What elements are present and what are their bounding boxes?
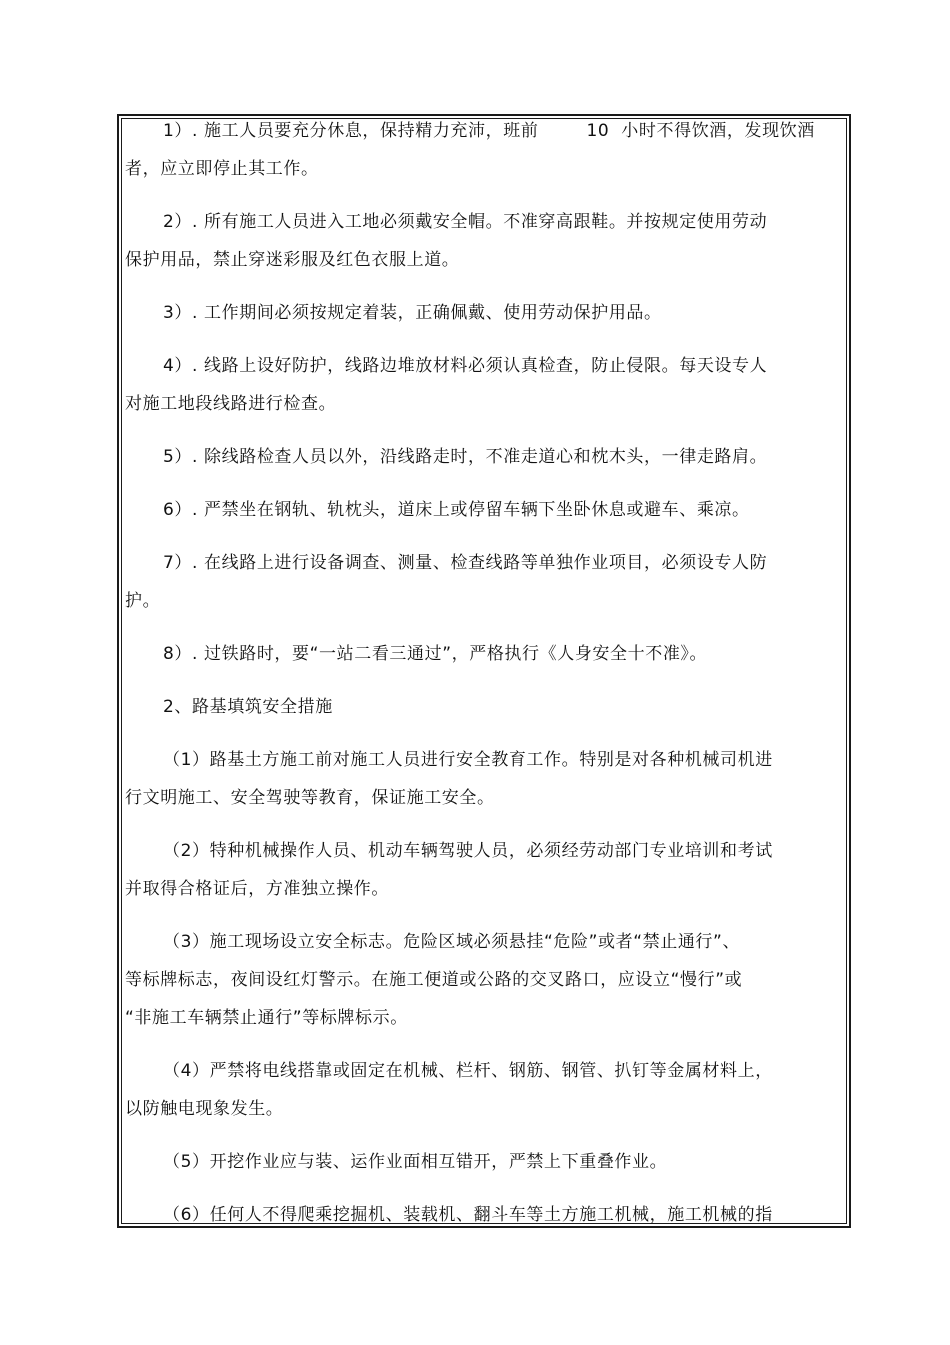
text-line: 保护用品，禁止穿迷彩服及红色衣服上道。: [125, 250, 460, 270]
text-line: 以防触电现象发生。: [125, 1099, 284, 1119]
text-line: （1）路基土方施工前对施工人员进行安全教育工作。特别是对各种机械司机进: [163, 750, 773, 770]
text-line: 6）. 严禁坐在钢轨、轨枕头，道床上或停留车辆下坐卧休息或避车、乘凉。: [163, 500, 750, 520]
text-line: （3）施工现场设立安全标志。危险区域必须悬挂“危险”或者“禁止通行”、: [163, 932, 741, 952]
text-line: 3）. 工作期间必须按规定着装，正确佩戴、使用劳动保护用品。: [163, 303, 662, 323]
text-line: （2）特种机械操作人员、机动车辆驾驶人员，必须经劳动部门专业培训和考试: [163, 841, 773, 861]
text-line: 8）. 过铁路时，要“一站二看三通过”，严格执行《人身安全十不准》。: [163, 644, 708, 664]
text-line: 护。: [125, 591, 161, 611]
text-line: （6）任何人不得爬乘挖掘机、装载机、翻斗车等土方施工机械，施工机械的指: [163, 1205, 773, 1225]
text-line: 1）. 施工人员要充分休息，保持精力充沛，班前 10 小时不得饮酒，发现饮酒: [163, 121, 815, 141]
text-line: “非施工车辆禁止通行”等标牌标示。: [125, 1008, 408, 1028]
text-line: （4）严禁将电线搭靠或固定在机械、栏杆、钢筋、钢管、扒钉等金属材料上，: [163, 1061, 773, 1081]
text-line: 4）. 线路上设好防护，线路边堆放材料必须认真检查，防止侵限。每天设专人: [163, 356, 768, 376]
text-line: 者，应立即停止其工作。: [125, 159, 319, 179]
text-line: 并取得合格证后，方准独立操作。: [125, 879, 389, 899]
text-line: 对施工地段线路进行检查。: [125, 394, 337, 414]
text-line: 5）. 除线路检查人员以外，沿线路走时，不准走道心和枕木头，一律走路肩。: [163, 447, 768, 467]
document-frame: [117, 114, 851, 1228]
text-line: 行文明施工、安全驾驶等教育，保证施工安全。: [125, 788, 495, 808]
text-line: 2）. 所有施工人员进入工地必须戴安全帽。不准穿高跟鞋。并按规定使用劳动: [163, 212, 768, 232]
text-line: （5）开挖作业应与装、运作业面相互错开，严禁上下重叠作业。: [163, 1152, 668, 1172]
text-line: 7）. 在线路上进行设备调查、测量、检查线路等单独作业项目，必须设专人防: [163, 553, 768, 573]
section-heading: 2、路基填筑安全措施: [163, 697, 333, 717]
text-line: 等标牌标志，夜间设红灯警示。在施工便道或公路的交叉路口，应设立“慢行”或: [125, 970, 743, 990]
